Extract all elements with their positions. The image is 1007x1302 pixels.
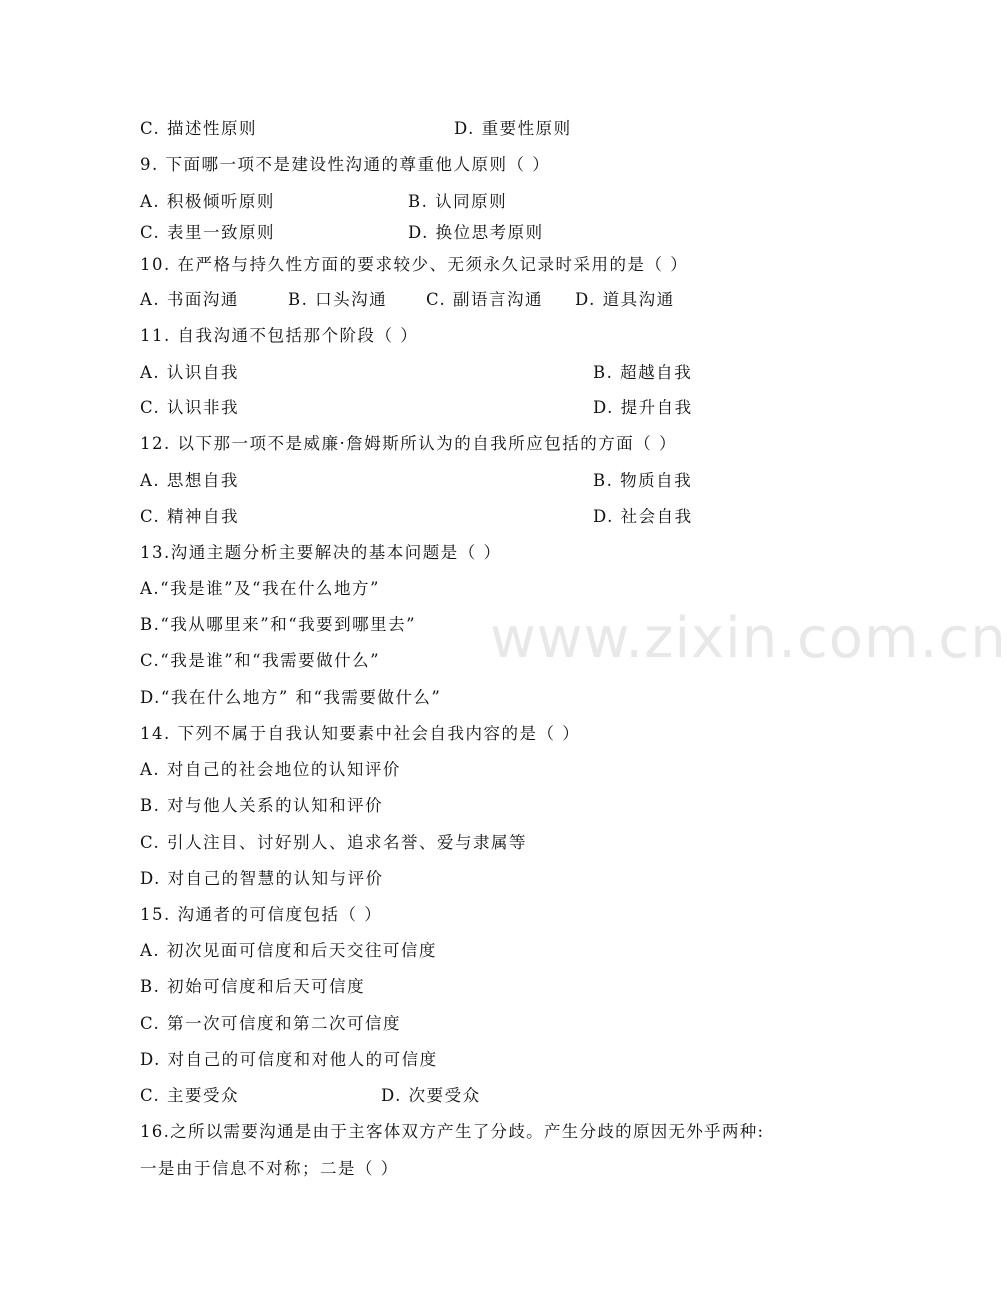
option-d: D. 重要性原则: [454, 119, 572, 138]
question-12: 12. 以下那一项不是威廉·詹姆斯所认为的自我所应包括的方面（ ）: [140, 434, 677, 453]
q14-option-b: B. 对与他人关系的认知和评价: [140, 796, 384, 815]
option-d: D. 社会自我: [593, 507, 693, 526]
option-c: C. 副语言沟通: [426, 290, 544, 309]
q13-option-a: A.“我是谁”及“我在什么地方”: [140, 579, 380, 598]
option-c: C. 表里一致原则: [140, 223, 276, 242]
q14-option-a: A. 对自己的社会地位的认知评价: [140, 760, 401, 779]
option-d: D. 道具沟通: [575, 290, 675, 309]
q14-option-c: C. 引人注目、讨好别人、追求名誉、爱与隶属等: [140, 833, 528, 852]
question-13: 13.沟通主题分析主要解决的基本问题是（ ）: [140, 543, 502, 562]
q13-option-c: C.“我是谁”和“我需要做什么”: [140, 651, 381, 670]
option-c: C. 主要受众: [140, 1086, 240, 1105]
question-16-line-1: 16.之所以需要沟通是由于主客体双方产生了分歧。产生分歧的原因无外乎两种:: [140, 1122, 765, 1141]
watermark: www.zixin.com.cn: [490, 606, 1007, 671]
option-a: A. 书面沟通: [140, 290, 239, 309]
question-10: 10. 在严格与持久性方面的要求较少、无须永久记录时采用的是（ ）: [140, 255, 689, 274]
option-a: A. 积极倾听原则: [140, 192, 275, 211]
q14-option-d: D. 对自己的智慧的认知与评价: [140, 869, 384, 888]
option-a: A. 认识自我: [140, 363, 239, 382]
option-d: D. 换位思考原则: [408, 223, 544, 242]
q15-option-d: D. 对自己的可信度和对他人的可信度: [140, 1050, 438, 1069]
q13-option-d: D.“我在什么地方” 和“我需要做什么”: [140, 688, 442, 707]
question-11: 11. 自我沟通不包括那个阶段（ ）: [140, 326, 419, 345]
option-d: D. 提升自我: [593, 398, 693, 417]
q15-option-c: C. 第一次可信度和第二次可信度: [140, 1014, 402, 1033]
question-14: 14. 下列不属于自我认知要素中社会自我内容的是（ ）: [140, 724, 581, 743]
option-b: B. 物质自我: [593, 471, 693, 490]
option-b: B. 超越自我: [593, 363, 693, 382]
option-b: B. 认同原则: [408, 192, 508, 211]
q13-option-b: B.“我从哪里来”和“我要到哪里去”: [140, 615, 417, 634]
option-b: B. 口头沟通: [288, 290, 388, 309]
question-15: 15. 沟通者的可信度包括（ ）: [140, 905, 383, 924]
option-c: C. 认识非我: [140, 398, 240, 417]
option-c: C. 精神自我: [140, 507, 240, 526]
question-16-line-2: 一是由于信息不对称；二是（ ）: [140, 1159, 399, 1178]
question-9: 9. 下面哪一项不是建设性沟通的尊重他人原则（ ）: [140, 155, 551, 174]
option-a: A. 思想自我: [140, 471, 239, 490]
option-c: C. 描述性原则: [140, 119, 258, 138]
option-d: D. 次要受众: [381, 1086, 481, 1105]
q15-option-a: A. 初次见面可信度和后天交往可信度: [140, 941, 437, 960]
q15-option-b: B. 初始可信度和后天可信度: [140, 977, 366, 996]
